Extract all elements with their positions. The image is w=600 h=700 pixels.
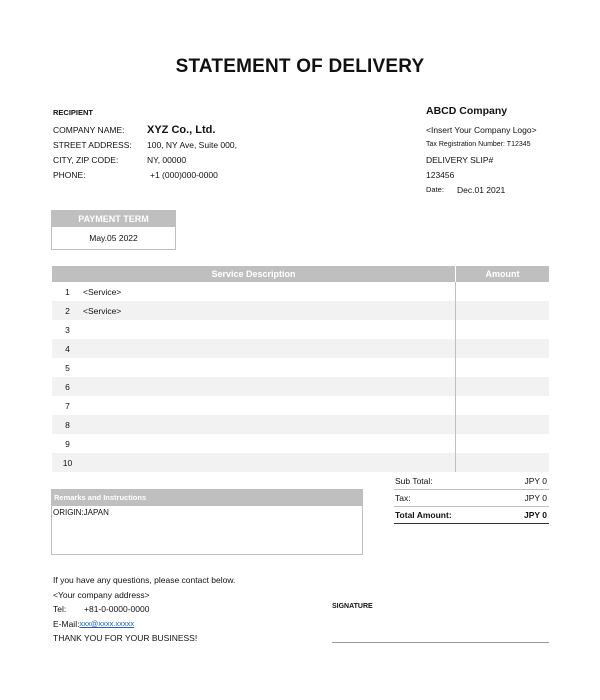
date-value: Dec.01 2021: [457, 184, 506, 195]
recipient-city-row: [53, 152, 313, 167]
service-description-cell: <Service>: [83, 305, 122, 316]
service-table-header: [52, 266, 549, 282]
sender-block: [426, 105, 596, 197]
table-row: [52, 396, 549, 415]
row-number: 10: [62, 457, 73, 468]
signature-label: SIGNATURE: [332, 603, 373, 610]
table-row: [52, 377, 549, 396]
city-zip-label: CITY, ZIP CODE:: [53, 154, 119, 165]
subtotal-label: Sub Total:: [395, 476, 433, 486]
delivery-slip-number: 123456: [426, 169, 455, 180]
row-number: 6: [65, 381, 70, 392]
table-row: [52, 320, 549, 339]
table-row: [52, 434, 549, 453]
subtotal-row: [394, 473, 549, 490]
thank-you-message: THANK YOU FOR YOUR BUSINESS!: [53, 633, 198, 644]
total-amount-label: Total Amount:: [395, 510, 452, 520]
tax-value: JPY 0: [524, 493, 547, 503]
service-description-cell: <Service>: [83, 286, 122, 297]
date-row: [426, 182, 596, 197]
service-table-body: [52, 282, 549, 472]
amount-cell: [455, 301, 549, 320]
signature-line[interactable]: [332, 642, 549, 643]
amount-cell: [455, 320, 549, 339]
recipient-phone-row: [53, 167, 313, 182]
row-number: 4: [65, 343, 70, 354]
row-number: 1: [65, 286, 70, 297]
table-row: [52, 358, 549, 377]
table-row: [52, 301, 549, 320]
recipient-street-row: [53, 137, 313, 152]
row-number: 9: [65, 438, 70, 449]
amount-cell: [455, 358, 549, 377]
recipient-block: [53, 108, 313, 182]
subtotal-value: JPY 0: [524, 476, 547, 486]
totals-block: [394, 473, 549, 524]
contact-intro: If you have any questions, please contact below.: [53, 575, 236, 586]
amount-cell: [455, 434, 549, 453]
contact-address: <Your company address>: [53, 589, 150, 600]
phone-label: PHONE:: [53, 169, 86, 180]
amount-header: Amount: [455, 266, 549, 282]
contact-block: [53, 573, 313, 646]
amount-cell: [455, 453, 549, 472]
table-row: [52, 282, 549, 301]
total-amount-row: [394, 507, 549, 524]
service-table: [52, 266, 549, 472]
date-label: Date:: [426, 185, 444, 194]
company-logo-placeholder: <Insert Your Company Logo>: [426, 124, 537, 135]
contact-email-row: [53, 617, 313, 632]
tel-value: +81-0-0000-0000: [84, 604, 150, 615]
table-row: [52, 415, 549, 434]
recipient-company-row: [53, 122, 313, 137]
recipient-heading: RECIPIENT: [53, 108, 94, 117]
document-title: STATEMENT OF DELIVERY: [175, 56, 425, 77]
company-name-label: COMPANY NAME:: [53, 124, 125, 135]
street-address-label: STREET ADDRESS:: [53, 139, 132, 150]
sender-company-name: ABCD Company: [426, 105, 508, 117]
payment-term-heading: PAYMENT TERM: [52, 211, 175, 227]
row-number: 5: [65, 362, 70, 373]
total-amount-value: JPY 0: [523, 510, 547, 520]
amount-cell: [455, 415, 549, 434]
row-number: 2: [65, 305, 70, 316]
table-row: [52, 339, 549, 358]
tax-row: [394, 490, 549, 507]
phone-value: +1 (000)000-0000: [150, 169, 218, 180]
email-link[interactable]: xxx@xxxx.xxxxx: [79, 619, 135, 629]
payment-term-value: May.05 2022: [89, 233, 138, 243]
row-number: 7: [65, 400, 70, 411]
tax-label: Tax:: [395, 493, 411, 503]
delivery-slip-label: DELIVERY SLIP#: [426, 154, 494, 165]
amount-cell: [455, 396, 549, 415]
email-label: E-Mail:: [53, 618, 80, 629]
contact-tel-row: [53, 602, 313, 617]
company-name-value: XYZ Co., Ltd.: [147, 123, 216, 136]
row-number: 8: [65, 419, 70, 430]
city-zip-value: NY, 00000: [147, 154, 187, 165]
amount-cell: [455, 377, 549, 396]
table-row: [52, 453, 549, 472]
service-description-header: Service Description: [211, 269, 296, 279]
payment-term-box: [51, 210, 176, 250]
remarks-box: [51, 489, 363, 555]
tax-registration-number: Tax Registration Number: T12345: [426, 141, 531, 148]
amount-cell: [455, 282, 549, 301]
row-number: 3: [65, 324, 70, 335]
remarks-heading: Remarks and Instructions: [52, 490, 362, 506]
street-address-value: 100, NY Ave, Suite 000,: [147, 139, 237, 150]
amount-cell: [455, 339, 549, 358]
remarks-value: ORIGIN:JAPAN: [53, 508, 109, 517]
tel-label: Tel:: [53, 604, 67, 615]
